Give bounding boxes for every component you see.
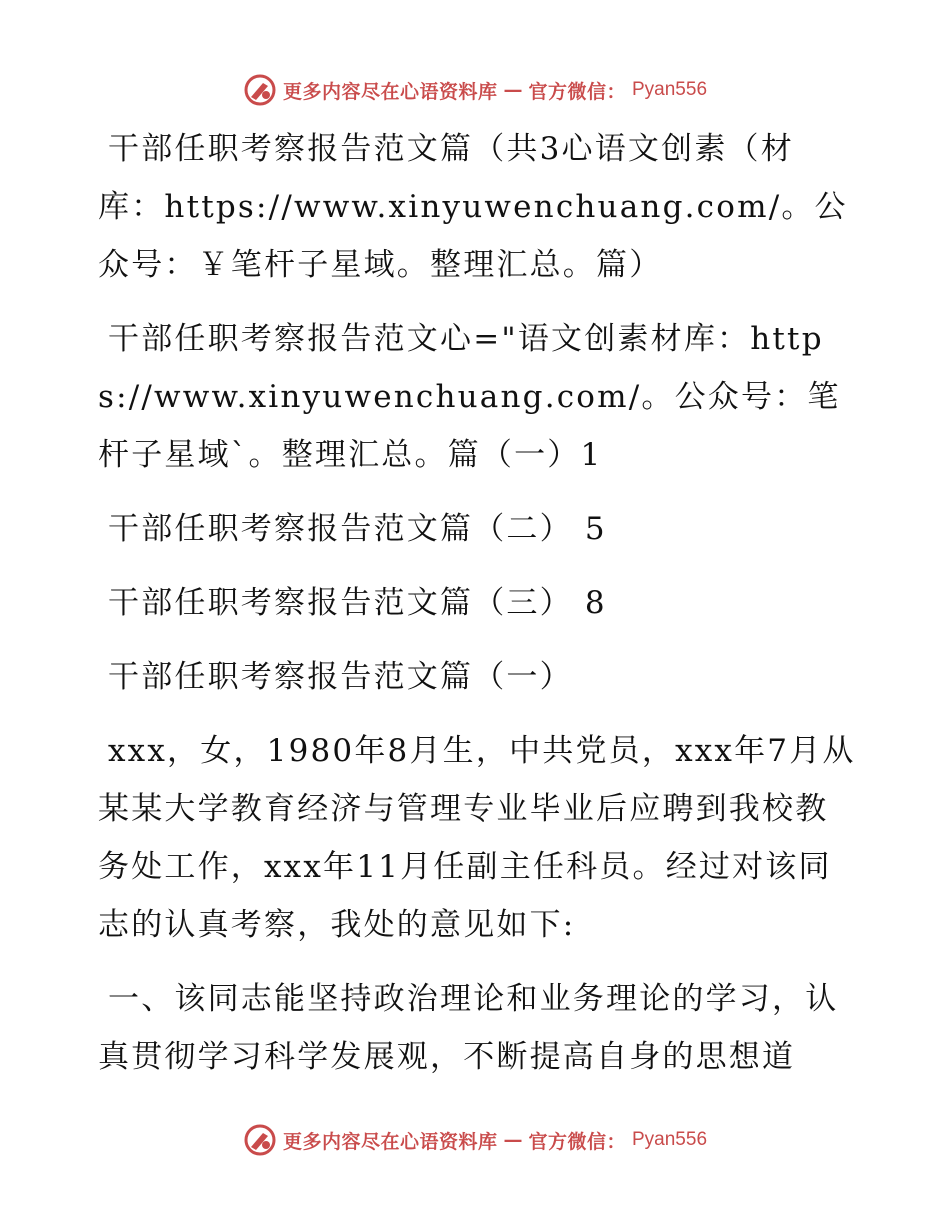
toc-item-3: 干部任职考察报告范文篇（三） 8 — [108, 585, 607, 621]
header-wechat-account: Pyan556 — [632, 79, 708, 100]
brand-logo-icon — [243, 73, 277, 107]
footer-brand-text: 更多内容尽在心语资料库 — [282, 1130, 498, 1153]
header-banner-inner — [243, 73, 707, 107]
footer-banner-inner — [243, 1123, 707, 1157]
header-banner — [0, 70, 950, 110]
document-body — [98, 120, 858, 1102]
header-dash: — — [503, 79, 523, 101]
brand-logo-icon — [243, 1123, 277, 1157]
footer-wechat-label: 官方微信： — [528, 1130, 626, 1153]
footer-banner — [0, 1120, 950, 1160]
footer-wechat-account: Pyan556 — [632, 1129, 708, 1150]
footer-dash: — — [503, 1129, 523, 1151]
header-brand-text: 更多内容尽在心语资料库 — [282, 80, 498, 103]
header-wechat-label: 官方微信： — [528, 80, 626, 103]
section-heading: 干部任职考察报告范文篇（一） — [108, 659, 573, 695]
toc-item-2: 干部任职考察报告范文篇（二） 5 — [108, 511, 607, 547]
body-paragraph-1: xxx，女，1980年8月生，中共党员，xxx年7月从某某大学教育经济与管理专业毕业后应聘到我校教务处工作，xxx年11月任副主任科员。经过对该同志的认真考察，我处的意见如下: — [98, 733, 856, 943]
document-title-paragraph: 干部任职考察报告范文篇（共3心语文创素（材库：https://www.xinyuwenchuang.com/。公众号：￥笔杆子星域。整理汇总。篇） — [98, 131, 848, 283]
body-paragraph-2: 一、该同志能坚持政治理论和业务理论的学习，认真贯彻学习科学发展观，不断提高自身的思想道 — [98, 981, 839, 1075]
toc-item-1: 干部任职考察报告范文心="语文创素材库：https://www.xinyuwenchuang.com/。公众号：笔杆子星域`。整理汇总。篇（一）1 — [98, 321, 841, 473]
